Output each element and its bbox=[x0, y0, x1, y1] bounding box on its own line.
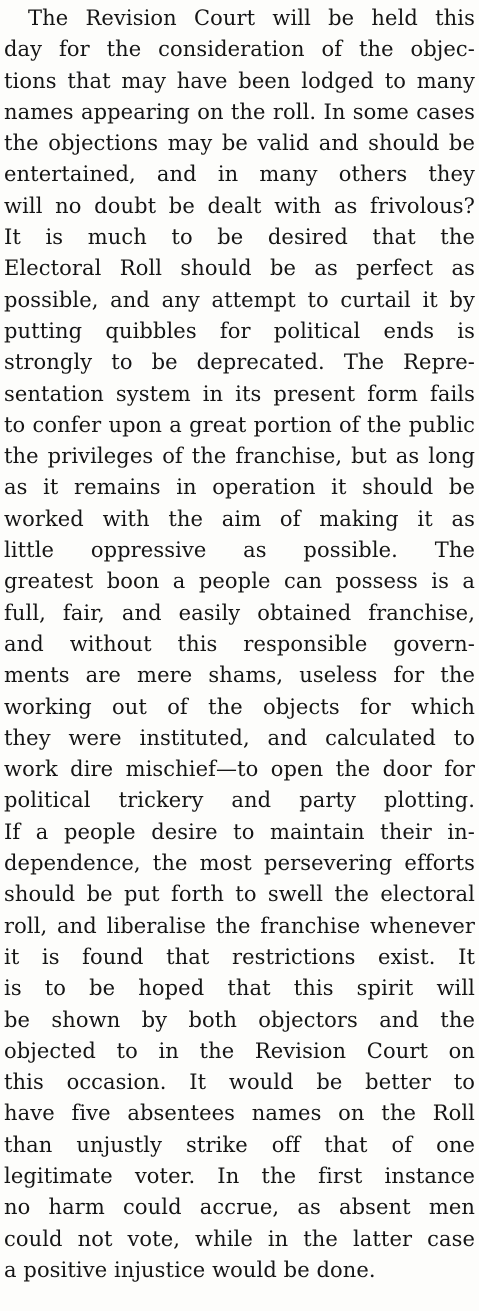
text-line: this occasion. It would be better to bbox=[4, 1070, 475, 1095]
text-line: the objections may be valid and should be bbox=[4, 131, 475, 156]
text-line: If a people desire to maintain their in- bbox=[4, 819, 475, 844]
text-line: roll, and liberalise the franchise whenever bbox=[4, 913, 475, 938]
text-line: putting quibbles for political ends is bbox=[4, 318, 475, 343]
text-line: possible, and any attempt to curtail it by bbox=[4, 287, 475, 312]
text-line: work dire mischief—to open the door for bbox=[4, 757, 475, 782]
text-line: day for the consideration of the objec- bbox=[4, 37, 475, 62]
text-line: strongly to be deprecated. The Repre- bbox=[4, 350, 475, 375]
text-line: is to be hoped that this spirit will bbox=[4, 976, 475, 1001]
text-line: The Revision Court will be held this bbox=[28, 6, 475, 30]
text-line: tions that may have been lodged to many bbox=[4, 68, 475, 93]
text-line: full, fair, and easily obtained franchise, bbox=[4, 600, 475, 625]
text-line: than unjustly strike off that of one bbox=[4, 1132, 475, 1157]
text-line: political trickery and party plotting. bbox=[4, 788, 475, 813]
text-line: It is much to be desired that the bbox=[4, 225, 475, 250]
text-line: it is found that restrictions exist. It bbox=[4, 944, 475, 969]
text-line: dependence, the most persevering efforts bbox=[4, 851, 475, 876]
text-line: a positive injustice would be done. bbox=[4, 1257, 376, 1282]
text-line: names appearing on the roll. In some cases bbox=[4, 99, 475, 124]
text-line: will no doubt be dealt with as frivolous? bbox=[4, 193, 475, 218]
text-line: sentation system in its present form fails bbox=[4, 381, 475, 406]
text-line: should be put forth to swell the electoral bbox=[4, 882, 475, 907]
text-line: entertained, and in many others they bbox=[4, 162, 475, 187]
text-line: could not vote, while in the latter case bbox=[4, 1226, 475, 1251]
text-line: they were instituted, and calculated to bbox=[4, 725, 475, 750]
text-line: legitimate voter. In the first instance bbox=[4, 1163, 475, 1188]
text-line: to confer upon a great portion of the public bbox=[4, 412, 475, 437]
text-line: the privileges of the franchise, but as long bbox=[4, 444, 475, 469]
text-line: objected to in the Revision Court on bbox=[4, 1038, 475, 1063]
text-line: and without this responsible govern- bbox=[4, 631, 475, 656]
text-line: have five absentees names on the Roll bbox=[4, 1101, 475, 1126]
text-line: as it remains in operation it should be bbox=[4, 475, 475, 500]
text-line: Electoral Roll should be as perfect as bbox=[4, 256, 475, 281]
text-line: be shown by both objectors and the bbox=[4, 1007, 475, 1032]
text-line: worked with the aim of making it as bbox=[4, 506, 475, 531]
text-line: working out of the objects for which bbox=[4, 694, 475, 719]
text-line: little oppressive as possible. The bbox=[4, 538, 475, 563]
text-line: greatest boon a people can possess is a bbox=[4, 569, 475, 594]
text-line: no harm could accrue, as absent men bbox=[4, 1195, 475, 1220]
text-line: ments are mere shams, useless for the bbox=[4, 663, 475, 688]
